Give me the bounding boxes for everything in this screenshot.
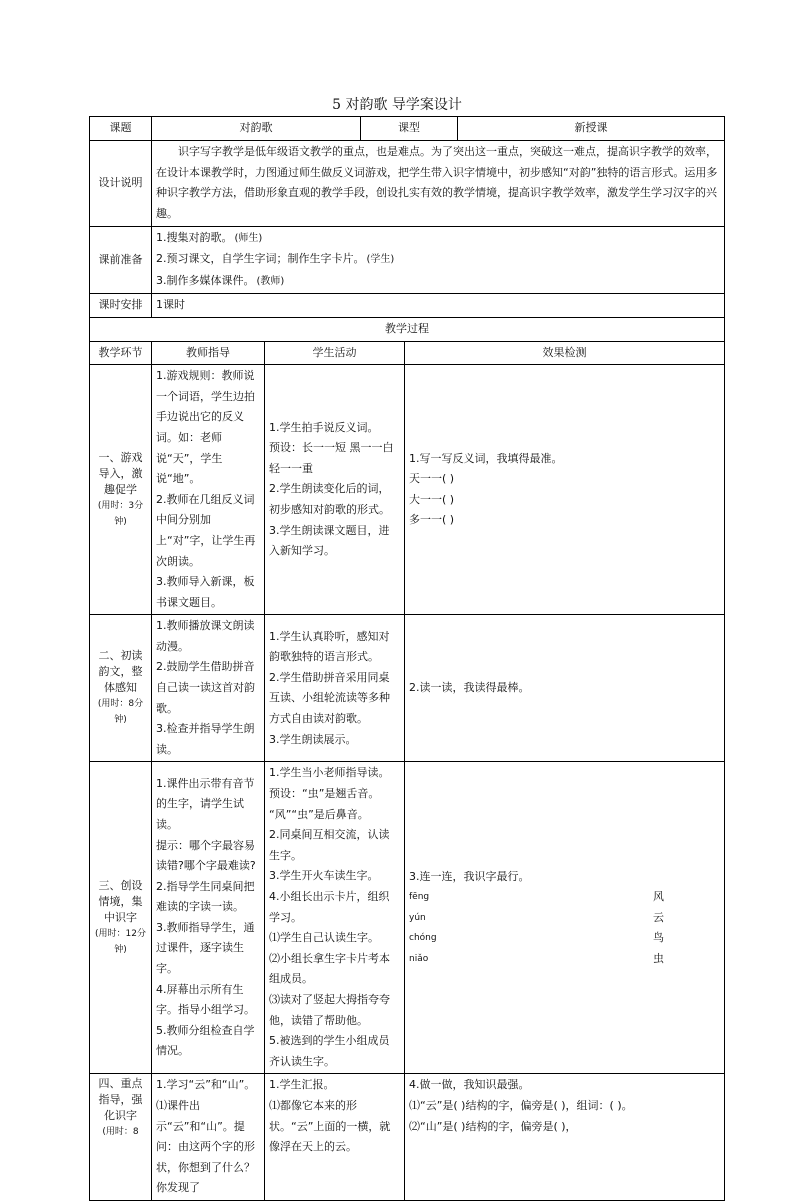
match-char: 虫	[653, 951, 664, 965]
match-pair	[409, 908, 720, 929]
match-pinyin: niǎo	[409, 953, 429, 964]
student-cell	[265, 365, 405, 615]
teacher-step: 3.教师指导学生，通过课件，逐字读生字。	[156, 920, 255, 976]
header-stage: 教学环节	[90, 341, 152, 365]
teacher-step: 4.屏幕出示所有生字。指导小组学习。	[156, 982, 255, 1017]
prep-item: 3.制作多媒体课件。 (教师)	[156, 273, 285, 287]
match-pinyin: fēng	[409, 892, 430, 903]
section-name-cell	[90, 1074, 152, 1201]
check-item: 天一一( )	[409, 472, 455, 486]
teacher-step: 1.游戏规则：教师说一个词语，学生边拍手边说出它的反义词。如：老师说“天”，学生说“地”。	[156, 369, 255, 486]
student-step: “风”“虫”是后鼻音。	[269, 807, 369, 821]
student-step: ⑶读对了竖起大拇指夸夸他，读错了帮助他。	[269, 992, 390, 1027]
student-step: 1.学生认真聆听，感知对韵歌独特的语言形式。	[269, 629, 390, 664]
teacher-step: 3.教师导入新课，板书课文题目。	[156, 575, 255, 609]
student-cell	[265, 615, 405, 762]
student-step: 预设：长一一短 黑一一白 轻一一重	[269, 441, 394, 475]
teacher-step: 提示：哪个字最容易读错?哪个字最难读?	[156, 838, 256, 873]
teacher-cell	[152, 762, 265, 1074]
row-topic	[90, 117, 725, 141]
check-title: 2.读一读，我读得最棒。	[409, 681, 530, 695]
match-char: 鸟	[653, 931, 664, 945]
section-name: 二、初读韵文，整体感知	[98, 649, 143, 695]
section-name-cell	[90, 365, 152, 615]
check-title: 1.写一写反义词，我填得最准。	[409, 451, 563, 465]
teacher-step: 3.检查并指导学生朗读。	[156, 722, 255, 756]
section-row	[90, 762, 725, 1074]
prep-list	[152, 226, 725, 294]
check-cell	[405, 615, 725, 762]
section-name: 一、游戏导入，激趣促学	[98, 450, 143, 496]
section-name-cell	[90, 762, 152, 1074]
type-label: 课型	[361, 117, 458, 141]
match-char: 风	[653, 890, 664, 904]
section-row	[90, 1074, 725, 1201]
section-time: (用时：12分钟)	[95, 928, 146, 955]
prep-item: 1.搜集对韵歌。 (师生)	[156, 230, 263, 244]
check-item: ⑵“山”是( )结构的字，偏旁是( )，	[409, 1119, 577, 1133]
teacher-step: 2.指导学生同桌间把难读的字读一读。	[156, 879, 255, 914]
student-step: ⑵小组长拿生字卡片考本组成员。	[269, 951, 390, 986]
teacher-step: 2.教师在几组反义词中间分别加上“对”字，让学生再次朗读。	[156, 492, 256, 568]
student-cell	[265, 762, 405, 1074]
student-step: 1.学生当小老师指导读。	[269, 766, 390, 780]
student-step: 2.学生借助拼音采用同桌互读、小组轮流读等多种方式自由读对韵歌。	[269, 670, 390, 725]
section-time: (用时：3分钟)	[97, 500, 144, 527]
teacher-step: ⑴课件出示“云”和“山”。提问：由这两个字的形状，你想到了什么？你发现了	[156, 1098, 255, 1195]
prep-label: 课前准备	[90, 226, 152, 294]
teacher-step: 1.课件出示带有音节的生字，请学生试读。	[156, 776, 255, 831]
section-name: 四、重点指导，强化识字	[98, 1077, 143, 1123]
design-text: 识字写字教学是低年级语文教学的重点，也是难点。为了突出这一重点，突破这一难点，提高识字教学的效率，在设计本课教学时，力图通过师生做反义词游戏，把学生带入识字情境中，初步感知“对韵”独特的语言形式。运用多种识字教学方法，借助形象直观的教学手段，创设扎实有效的教学情境，提高识字教学效率，激发学生学习汉字的兴趣。	[152, 140, 725, 226]
teacher-cell	[152, 615, 265, 762]
student-step: 2.同桌间互相交流，认读生字。	[269, 828, 390, 862]
check-item: 多一一( )	[409, 513, 455, 527]
match-pinyin: yún	[409, 912, 426, 923]
match-pinyin: chóng	[409, 933, 437, 944]
type-value: 新授课	[458, 117, 725, 141]
section-name: 三、创设情境，集中识字	[98, 878, 143, 924]
row-time	[90, 294, 725, 318]
row-process-title	[90, 317, 725, 341]
student-step: ⑴学生自己认读生字。	[269, 931, 379, 945]
header-student: 学生活动	[265, 341, 405, 365]
student-step: 4.小组长出示卡片，组织学习。	[269, 890, 390, 924]
check-title: 3.连一连，我识字最行。	[409, 869, 530, 883]
teacher-step: 5.教师分组检查自学情况。	[156, 1023, 255, 1058]
match-pair	[409, 928, 720, 949]
student-cell	[265, 1074, 405, 1201]
student-step: ⑴都像它本来的形状。“云”上面的一横，就像浮在天上的云。	[269, 1098, 391, 1154]
topic-value: 对韵歌	[152, 117, 361, 141]
student-step: 3.学生朗读展示。	[269, 732, 357, 746]
student-step: 2.学生朗读变化后的词，初步感知对韵歌的形式。	[269, 482, 390, 517]
check-cell	[405, 1074, 725, 1201]
design-label: 设计说明	[90, 140, 152, 226]
check-item: ⑴“云”是( )结构的字，偏旁是( )，组词：( )。	[409, 1098, 633, 1112]
header-check: 效果检测	[405, 341, 725, 365]
check-cell	[405, 762, 725, 1074]
teacher-step: 2.鼓励学生借助拼音自己读一读这首对韵歌。	[156, 660, 255, 715]
time-value: 1课时	[152, 294, 725, 318]
process-title: 教学过程	[90, 317, 725, 341]
section-row	[90, 615, 725, 762]
section-time: (用时：8分钟)	[97, 699, 144, 726]
row-headers	[90, 341, 725, 365]
lesson-plan-table	[89, 116, 725, 1201]
header-teacher: 教师指导	[152, 341, 265, 365]
teacher-cell	[152, 1074, 265, 1201]
student-step: 3.学生开火车读生字。	[269, 869, 379, 883]
row-prep	[90, 226, 725, 294]
section-name-cell	[90, 615, 152, 762]
check-item: 大一一( )	[409, 492, 455, 506]
match-char: 云	[653, 910, 664, 924]
student-step: 5.被选到的学生小组成员齐认读生字。	[269, 1034, 390, 1068]
section-row	[90, 365, 725, 615]
student-step: 1.学生拍手说反义词。	[269, 420, 379, 434]
match-pair	[409, 949, 720, 970]
row-design	[90, 140, 725, 226]
teacher-step: 1.教师播放课文朗读动漫。	[156, 619, 255, 653]
match-pair	[409, 887, 720, 908]
check-cell	[405, 365, 725, 615]
student-step: 1.学生汇报。	[269, 1078, 335, 1092]
teacher-step: 1.学习“云”和“山”。	[156, 1078, 256, 1092]
student-step: 3.学生朗读课文题目，进入新知学习。	[269, 523, 390, 558]
document-title: 5 对韵歌 导学案设计	[332, 97, 462, 113]
section-time: (用时：8	[102, 1127, 139, 1138]
check-title: 4.做一做，我知识最强。	[409, 1078, 530, 1092]
topic-label: 课题	[90, 117, 152, 141]
time-label: 课时安排	[90, 294, 152, 318]
student-step: 预设：“虫”是翘舌音。	[269, 787, 380, 801]
teacher-cell	[152, 365, 265, 615]
prep-item: 2.预习课文，自学生字词；制作生字卡片。 (学生)	[156, 252, 395, 266]
